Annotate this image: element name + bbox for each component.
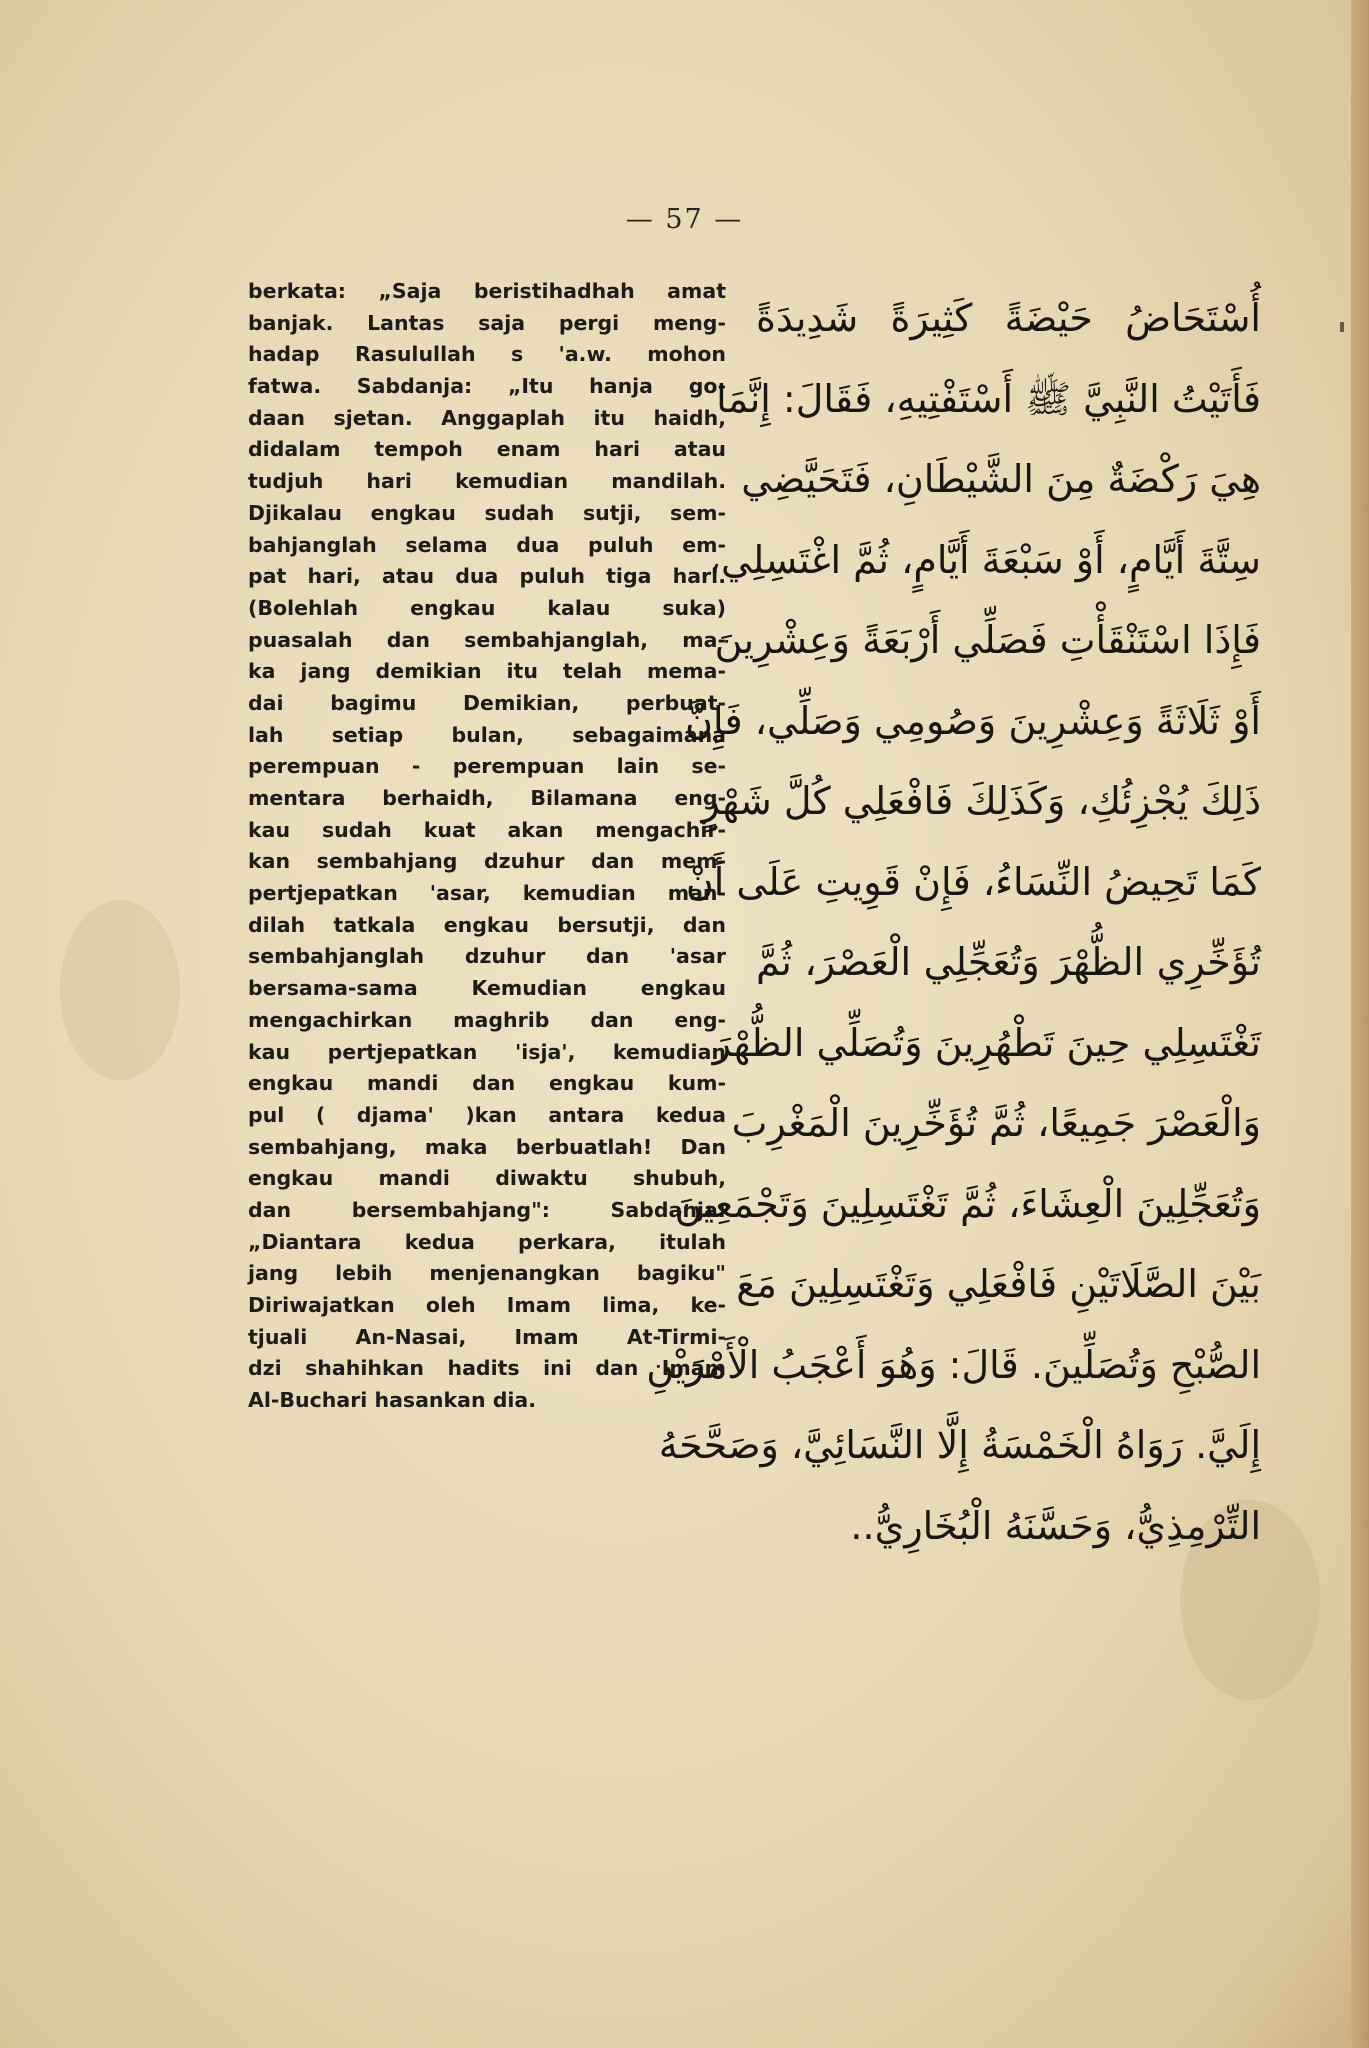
arabic-text-line: فَأَتَيْتُ النَّبِيَّ ﷺ أَسْتَفْتِيهِ، فَقَالَ: إِنَّمَا — [716, 376, 1261, 421]
latin-text-line: mentara berhaidh, Bilamana eng- — [248, 786, 726, 810]
latin-text-line: hadap Rasulullah s 'a.w. mohon — [248, 342, 726, 367]
latin-text-column — [248, 276, 726, 1417]
latin-text-line: dan bersembahjang": Sabdanja: — [248, 1197, 726, 1222]
latin-text-line: jang lebih menjenangkan bagiku" — [248, 1261, 726, 1286]
latin-text-line: lah setiap bulan, sebagaimana — [248, 722, 726, 747]
arabic-text-line: فَإِذَا اسْتَنْقَأْتِ فَصَلِّي أَرْبَعَةً وَعِشْرِينَ — [714, 618, 1261, 662]
latin-text-line: fatwa. Sabdanja: „Itu hanja go- — [248, 374, 726, 399]
latin-text-line: dilah tatkala engkau bersutji, dan — [248, 912, 726, 937]
page-number: — 57 — — [625, 204, 744, 235]
latin-text-line: sembahjang, maka berbuatlah! Dan — [248, 1134, 726, 1159]
latin-text-line: Djikalau engkau sudah sutji, sem- — [248, 500, 726, 525]
arabic-text-line: الصُّبْحِ وَتُصَلِّينَ. قَالَ: وَهُوَ أَعْجَبُ الْأَمْرَيْنِ — [646, 1342, 1261, 1387]
latin-text-line: ka jang demikian itu telah mema- — [248, 659, 726, 684]
latin-text-line: kan sembahjang dzuhur dan mem- — [248, 849, 726, 874]
latin-text-line: kau sudah kuat akan mengachir- — [248, 817, 726, 842]
latin-text-line: berkata: „Saja beristihadhah amat — [248, 279, 726, 303]
latin-text-line: pul ( djama' )kan antara kedua — [248, 1102, 726, 1127]
latin-text-line: pertjepatkan 'asar, kemudian man- — [248, 881, 726, 906]
latin-text-line: engkau mandi diwaktu shubuh, — [248, 1166, 726, 1191]
latin-text-line: (Bolehlah engkau kalau suka) — [248, 595, 726, 620]
arabic-text-line: وَالْعَصْرَ جَمِيعًا، ثُمَّ تُؤَخِّرِينَ الْمَغْرِبَ — [731, 1101, 1261, 1145]
latin-text-line: daan sjetan. Anggaplah itu haidh, — [248, 405, 726, 430]
edge-mark — [1340, 322, 1344, 332]
latin-text-line: „Diantara kedua perkara, itulah — [248, 1229, 726, 1254]
arabic-text-line: تَغْتَسِلِي حِينَ تَطْهُرِينَ وَتُصَلِّي الظُّهْرَ — [712, 1020, 1261, 1065]
latin-text-line: kau pertjepatkan 'isja', kemudian — [248, 1039, 726, 1064]
arabic-text-line: تُؤَخِّرِي الظُّهْرَ وَتُعَجِّلِي الْعَصْرَ، ثُمَّ — [756, 940, 1261, 984]
latin-text-line: dzi shahihkan hadits ini dan Imam — [248, 1356, 726, 1381]
arabic-text-line: ذَلِكَ يُجْزِئُكِ، وَكَذَلِكَ فَافْعَلِي كُلَّ شَهْرٍ — [701, 779, 1261, 823]
latin-text-line: dai bagimu Demikian, perbuat- — [248, 690, 726, 715]
latin-text-line: tudjuh hari kemudian mandilah. — [248, 469, 726, 494]
arabic-text-line: بَيْنَ الصَّلَاتَيْنِ فَافْعَلِي وَتَغْتَسِلِينَ مَعَ — [736, 1262, 1261, 1306]
latin-text-line: perempuan - perempuan lain se- — [248, 754, 726, 779]
latin-text-line: Diriwajatkan oleh Imam lima, ke- — [248, 1293, 726, 1317]
latin-text-line: mengachirkan maghrib dan eng- — [248, 1007, 726, 1032]
arabic-text-line: إِلَيَّ. رَوَاهُ الْخَمْسَةُ إِلَّا النَّسَائِيَّ، وَصَحَّحَهُ — [658, 1423, 1261, 1467]
latin-text-line: bersama-sama Kemudian engkau — [248, 976, 726, 1001]
arabic-text-line: هِيَ رَكْضَةٌ مِنَ الشَّيْطَانِ، فَتَحَيَّضِي — [741, 457, 1261, 501]
latin-text-line: pat hari, atau dua puluh tiga hari. — [248, 564, 726, 589]
latin-text-line: sembahjanglah dzuhur dan 'asar — [248, 944, 726, 969]
latin-text-line: tjuali An-Nasai, Imam At-Tirmi- — [248, 1324, 726, 1349]
latin-text-line: bahjanglah selama dua puluh em- — [248, 532, 726, 557]
arabic-text-line: أَوْ ثَلَاثَةً وَعِشْرِينَ وَصُومِي وَصَلِّي، فَإِنَّ — [685, 698, 1261, 743]
page-edge — [1351, 0, 1369, 2048]
arabic-text-column — [646, 278, 1261, 1566]
latin-text-line: didalam tempoh enam hari atau — [248, 437, 726, 462]
arabic-text-line: كَمَا تَحِيضُ النِّسَاءُ، فَإِنْ قَوِيتِ عَلَى أَنْ — [685, 859, 1261, 904]
latin-text-line: puasalah dan sembahjanglah, ma- — [248, 627, 726, 652]
arabic-text-line: أُسْتَحَاضُ حَيْضَةً كَثِيرَةً شَدِيدَةً — [756, 296, 1261, 340]
latin-text-line: engkau mandi dan engkau kum- — [248, 1071, 726, 1096]
arabic-text-line: التِّرْمِذِيُّ، وَحَسَّنَهُ الْبُخَارِيُّ.. — [850, 1503, 1261, 1548]
arabic-text-line: وَتُعَجِّلِينَ الْعِشَاءَ، ثُمَّ تَغْتَسِلِينَ وَتَجْمَعِينَ — [674, 1181, 1261, 1226]
paper-stain — [60, 900, 180, 1080]
arabic-text-line: سِتَّةَ أَيَّامٍ، أَوْ سَبْعَةَ أَيَّامٍ، ثُمَّ اغْتَسِلِي، — [708, 537, 1261, 582]
latin-text-line: banjak. Lantas saja pergi meng- — [248, 310, 726, 335]
latin-text-line: Al-Buchari hasankan dia. — [248, 1388, 537, 1413]
